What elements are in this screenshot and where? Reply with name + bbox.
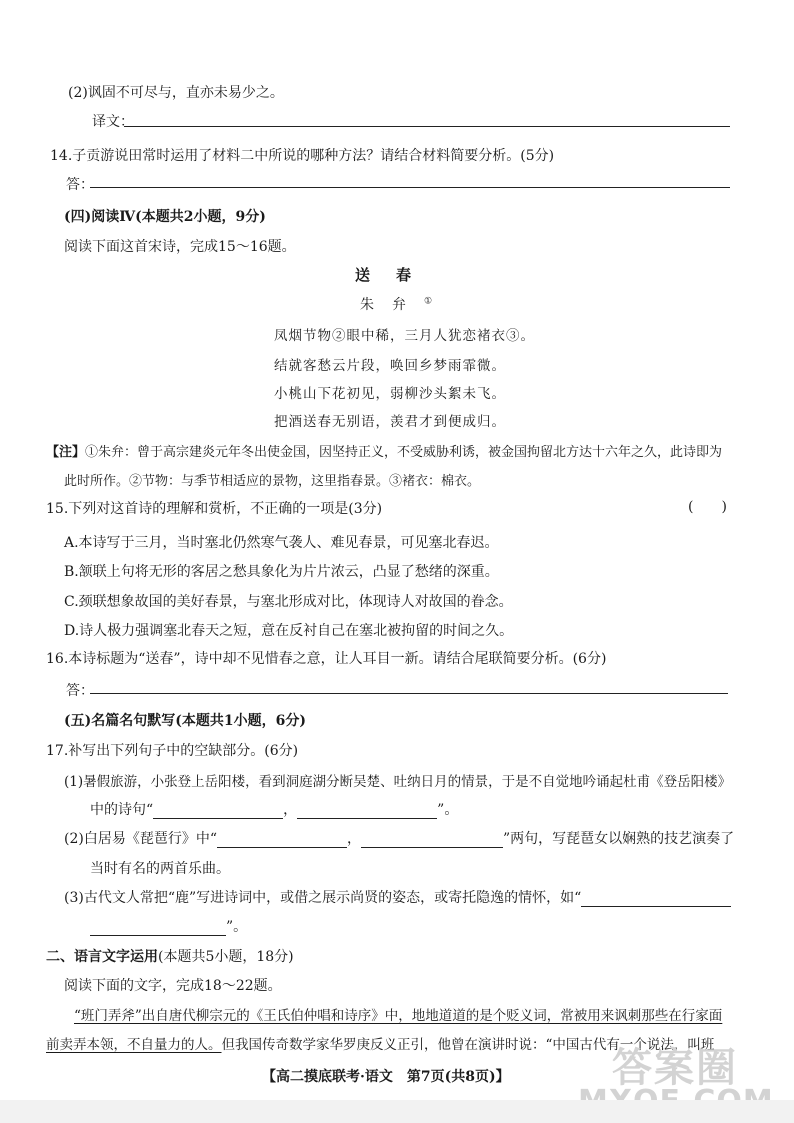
q17-item1-pre: 中的诗句“ (90, 802, 154, 818)
section4-instruction: 阅读下面这首宋诗，完成15～16题。 (64, 239, 296, 255)
q13-sentence: (2)讽固不可尽与，直亦未易少之。 (68, 85, 284, 101)
q17-item3-line1 (64, 887, 731, 907)
poem-author (360, 294, 432, 314)
q17-item3-line2 (90, 916, 247, 936)
page-footer: 【高二摸底联考·语文 第7页(共8页)】 (262, 1069, 510, 1085)
q15-answer-bracket[interactable]: ( ) (688, 499, 727, 515)
poem-author-note: ① (424, 296, 433, 307)
q17-item3-blank-2[interactable] (90, 919, 226, 936)
part2-instruction: 阅读下面的文字，完成18～22题。 (64, 978, 282, 994)
q17-item2-blank-2[interactable] (361, 831, 503, 848)
translation-label: 译文： (92, 114, 134, 130)
section4-heading: (四)阅读Ⅳ(本题共2小题，9分) (64, 209, 266, 225)
q17-item1-mid: ， (283, 802, 298, 818)
q17-item2-post: ”两句，写琵琶女以娴熟的技艺演奏了 (503, 831, 735, 847)
q15-option-b: B.颔联上句将无形的客居之愁具象化为片片浓云，凸显了愁绪的深重。 (64, 564, 499, 580)
q17-item3-post: ”。 (226, 919, 248, 935)
watermark-logo: 答案圈 (612, 1045, 738, 1091)
poem-line: 凤烟节物②眼中稀，三月人犹恋褚衣③。 (274, 328, 535, 344)
q17-item2-line2: 当时有名的两首乐曲。 (90, 861, 230, 877)
q15-option-a: A.本诗写于三月，当时塞北仍然寒气袭人、难见春景，可见塞北春迟。 (64, 535, 499, 551)
q17-item1-line2 (90, 799, 458, 819)
poem-author-name: 朱弁 (360, 297, 424, 313)
q15-question: 15.下列对这首诗的理解和赏析，不正确的一项是(3分) (46, 501, 383, 517)
poem-title: 送春 (355, 266, 438, 284)
poem-line: 结就客愁云片段，唤回乡梦雨霏微。 (274, 358, 506, 374)
q16-answer-label: 答： (66, 683, 94, 699)
part2-para-text-1: “班门弄斧”出自唐代柳宗元的《王氏伯仲唱和诗序》中，地地道道的是个贬义词，常被用来讽刺那些在行家面 (74, 1008, 723, 1024)
section5-heading: (五)名篇名句默写(本题共1小题，6分) (64, 713, 306, 729)
q17-item2-line1 (64, 828, 734, 848)
part2-para-rest: 但我国传奇数学家华罗庚反义正引，他曾在演讲时说：“中国古代有一个说法，叫班 (221, 1037, 715, 1053)
q17-item1-blank-1[interactable] (153, 802, 283, 819)
q14-answer-label: 答： (66, 177, 94, 193)
q17-item1-blank-2[interactable] (297, 802, 437, 819)
q17-question: 17.补写出下列句子中的空缺部分。(6分) (46, 743, 299, 759)
q14-answer-line[interactable] (90, 187, 730, 188)
note-line-1 (46, 441, 722, 460)
q17-item3-text: (3)古代文人常把“鹿”写进诗词中，或借之展示尚贤的姿态，或寄托隐逸的情怀，如“ (64, 890, 582, 906)
q14-question: 14.子贡游说田常时运用了材料二中所说的哪种方法？请结合材料简要分析。(5分) (50, 148, 555, 164)
q17-item1-line1: (1)暑假旅游，小张登上岳阳楼，看到洞庭湖分断吴楚、吐纳日月的情景，于是不自觉地吟诵起杜甫《登岳阳楼》 (64, 774, 732, 790)
q16-question: 16.本诗标题为“送春”，诗中却不见惜春之意，让人耳目一新。请结合尾联简要分析。(6分) (46, 651, 607, 667)
note-label: 【注】 (46, 445, 86, 460)
poem-line: 小桃山下花初见，弱柳沙头絮未飞。 (274, 386, 506, 402)
page-bottom-edge (0, 1100, 794, 1123)
note-line-2: 此时所作。②节物：与季节相适应的景物，这里指春景。③褚衣：棉衣。 (64, 474, 481, 489)
q16-answer-line[interactable] (90, 693, 728, 694)
translation-answer-line[interactable] (124, 126, 730, 127)
q15-option-c: C.颈联想象故国的美好春景，与塞北形成对比，体现诗人对故国的眷念。 (64, 594, 513, 610)
poem-line: 把酒送春无别语，羡君才到便成归。 (274, 414, 506, 430)
q17-item1-post: ”。 (437, 802, 459, 818)
part2-heading-main: 二、语言文字运用 (46, 949, 158, 965)
part2-para-line-1 (74, 1004, 722, 1024)
q17-item3-blank-1[interactable] (581, 890, 731, 907)
note-text-1: ①朱弁：曾于高宗建炎元年冬出使金国，因坚持正义，不受威胁利诱，被金国拘留北方达十六年之久，此诗即为 (85, 445, 723, 460)
part2-heading (46, 946, 294, 966)
part2-para-underlined: 前卖弄本领，不自量力的人。 (46, 1037, 222, 1053)
q17-item2-blank-1[interactable] (217, 831, 347, 848)
q15-option-d: D.诗人极力强调塞北春天之短，意在反衬自己在塞北被拘留的时间之久。 (64, 623, 514, 639)
part2-heading-rest: (本题共5小题，18分) (158, 949, 294, 965)
q17-item2-pre: (2)白居易《琵琶行》中“ (64, 831, 217, 847)
q17-item2-mid: ， (347, 831, 361, 847)
